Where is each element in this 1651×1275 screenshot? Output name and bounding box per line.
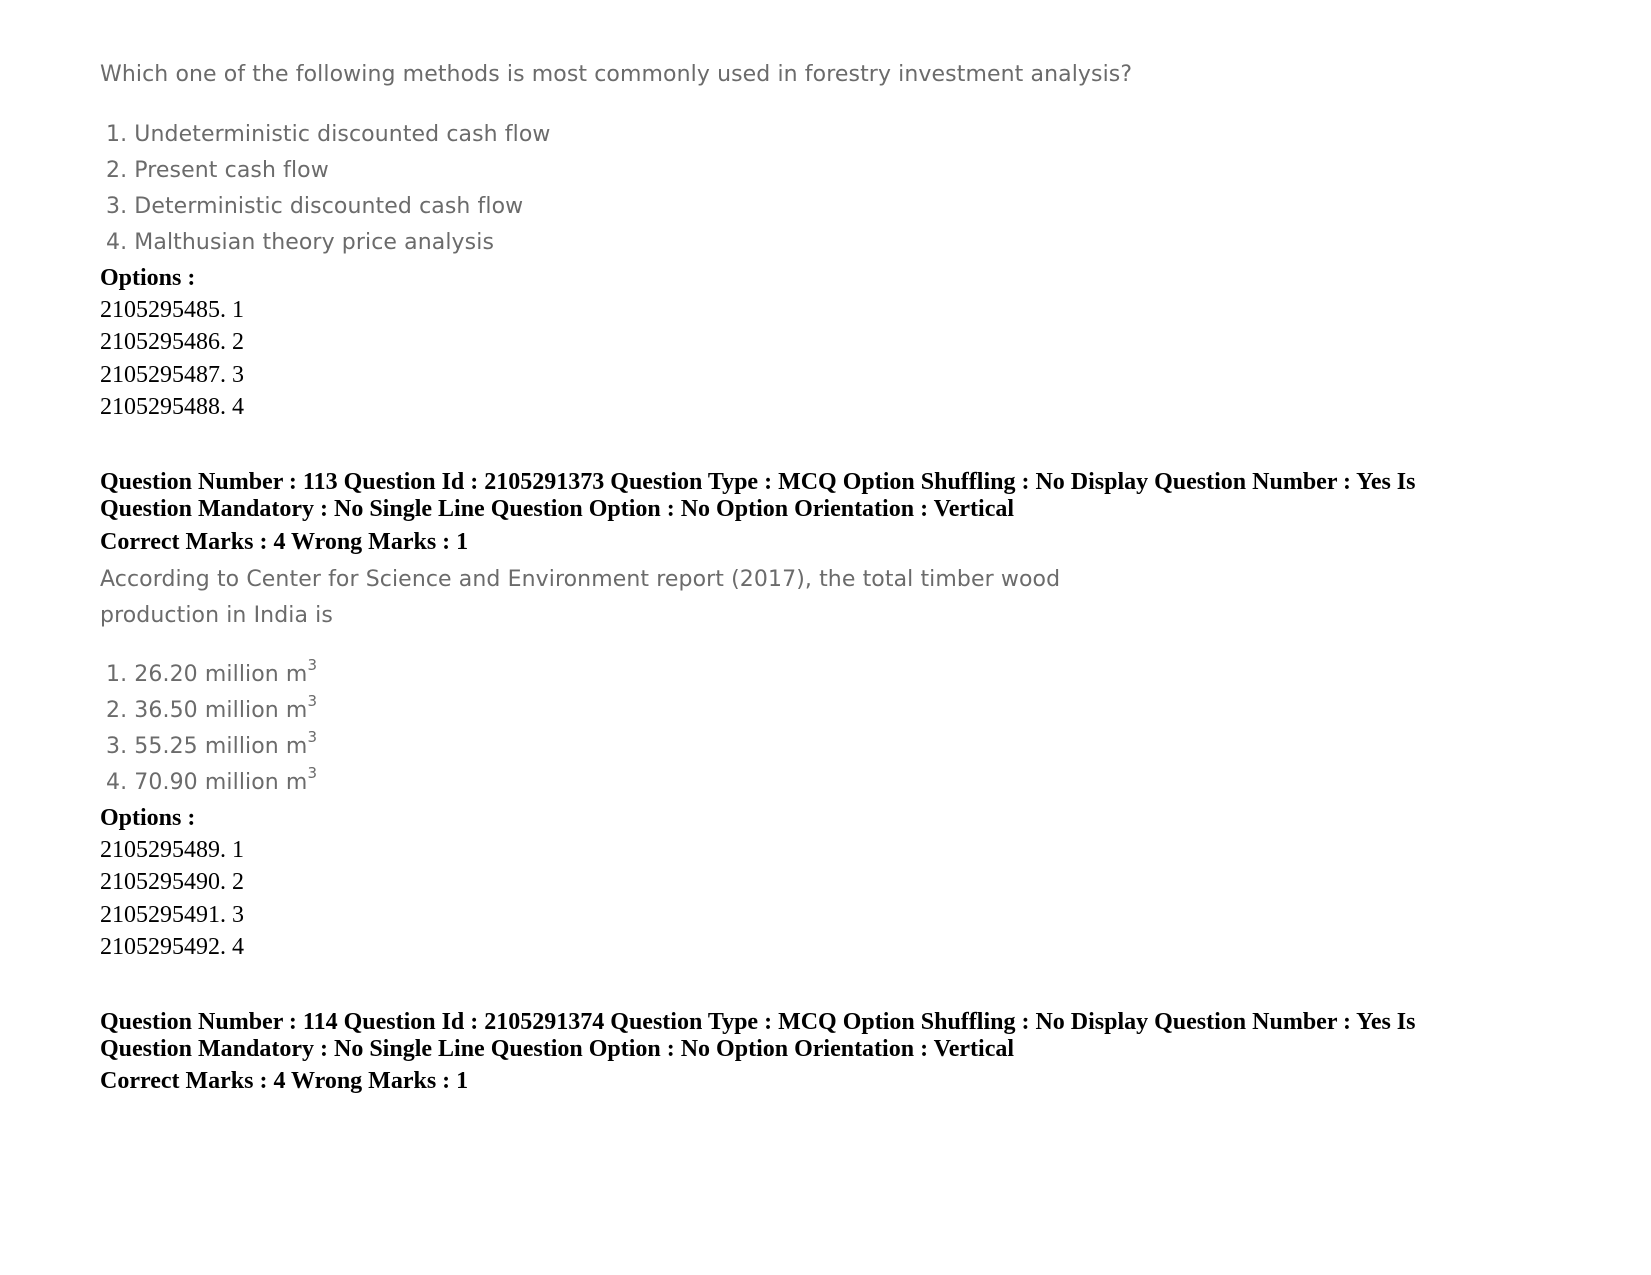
q113-option-1: 2105295489. 1 [100, 837, 244, 863]
q112-question-text: Which one of the following methods is most commonly used in forestry investment analysis? [100, 62, 1133, 87]
q113-choice-1: 1. 26.20 million $m^3$ [106, 655, 318, 687]
q112-choice-4: 4. Malthusian theory price analysis [106, 230, 495, 255]
q112-option-1: 2105295485. 1 [100, 297, 244, 323]
q113-options-label: Options : [100, 805, 196, 831]
q113-option-3: 2105295491. 3 [100, 902, 244, 928]
q113-option-2: 2105295490. 2 [100, 869, 244, 895]
q112-choice-1: 1. Undeterministic discounted cash flow [106, 122, 551, 147]
q112-choice-3: 3. Deterministic discounted cash flow [106, 194, 524, 219]
q114-header-line2: Question Mandatory : No Single Line Question Option : No Option Orientation : Vertical [100, 1036, 1015, 1062]
q113-question-text-line2: production in India is [100, 603, 333, 628]
q114-header-line1: Question Number : 114 Question Id : 2105291374 Question Type : MCQ Option Shuffling : No Display Question Number : Yes Is [100, 1009, 1416, 1035]
q112-option-3: 2105295487. 3 [100, 362, 244, 388]
q113-header-line1: Question Number : 113 Question Id : 2105291373 Question Type : MCQ Option Shuffling : No Display Question Number : Yes Is [100, 469, 1416, 495]
q112-options-label: Options : [100, 265, 196, 291]
q113-choice-2: 2. 36.50 million $m^3$ [106, 691, 318, 723]
q113-header-line2: Question Mandatory : No Single Line Question Option : No Option Orientation : Vertical [100, 496, 1015, 522]
q112-option-2: 2105295486. 2 [100, 329, 244, 355]
q113-question-text-line1: According to Center for Science and Environment report (2017), the total timber wood [100, 567, 1061, 592]
q114-marks: Correct Marks : 4 Wrong Marks : 1 [100, 1068, 469, 1094]
q112-choice-2: 2. Present cash flow [106, 158, 329, 183]
q113-marks: Correct Marks : 4 Wrong Marks : 1 [100, 529, 469, 555]
q113-choice-3: 3. 55.25 million $m^3$ [106, 727, 318, 759]
q112-option-4: 2105295488. 4 [100, 394, 244, 420]
q113-option-4: 2105295492. 4 [100, 934, 244, 960]
q113-choice-4: 4. 70.90 million $m^3$ [106, 763, 318, 795]
